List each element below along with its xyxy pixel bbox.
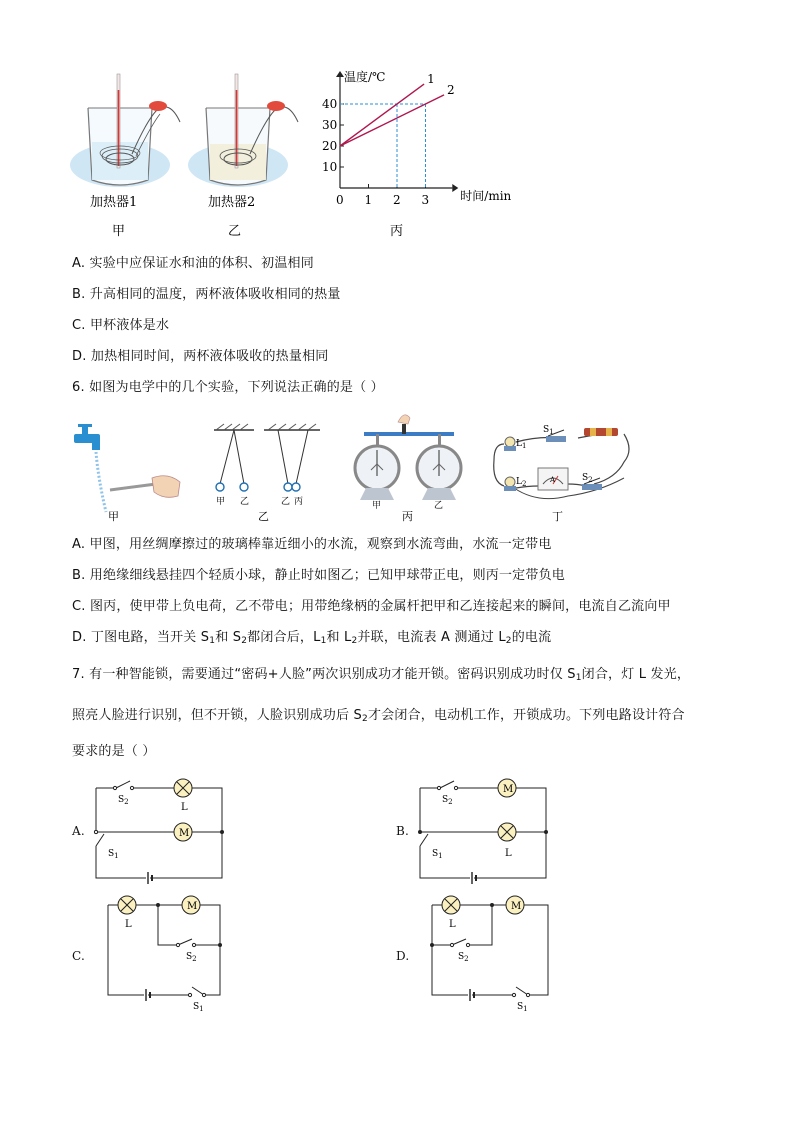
switch-S1: $S_1$ bbox=[432, 849, 443, 860]
label-S2: $S_2$ bbox=[582, 473, 593, 484]
switch-S2: $S_2$ bbox=[442, 795, 453, 806]
label-L1: $L_1$ bbox=[516, 439, 527, 450]
x-tick-label: 3 bbox=[421, 193, 430, 207]
q6-figure bbox=[68, 408, 648, 526]
q7-stem-line1: 7. 有一种智能锁，需要通过“密码+人脸”两次识别成功才能开锁。密码识别成功时仅 $S_1$闭合，灯 L 发光， bbox=[72, 667, 691, 683]
y-tick-label: 40 bbox=[322, 97, 338, 111]
switch-S2: $S_2$ bbox=[118, 795, 129, 806]
label-S1: $S_1$ bbox=[543, 425, 554, 436]
q7-stem-line2: 照亮人脸进行识别，但不开锁，人脸识别成功后 $S_2$才会闭合，电动机工作，开锁成功。下列电路设计符合 bbox=[72, 708, 685, 724]
q6-label-yi: 乙 bbox=[258, 510, 269, 523]
q6-option-d[interactable]: D. 丁图电路，当开关 $S_1$和 $S_2$都闭合后，$L_1$和 $L_2$并联，电流表 A 测通过 $L_2$的电流 bbox=[72, 630, 552, 646]
ball-bing: 丙 bbox=[294, 497, 304, 507]
switch-S1: $S_1$ bbox=[517, 1002, 528, 1013]
q5-option-c[interactable]: C. 甲杯液体是水 bbox=[72, 318, 170, 333]
motor-M: M bbox=[187, 901, 198, 912]
q7-option-b-label[interactable]: B. bbox=[396, 824, 410, 838]
caption-bing: 丙 bbox=[390, 224, 404, 239]
switch-S1: $S_1$ bbox=[193, 1002, 204, 1013]
series-label-1: 1 bbox=[427, 72, 435, 87]
electroscope-yi: 乙 bbox=[434, 501, 444, 511]
y-axis-label: 温度/℃ bbox=[344, 70, 386, 84]
electroscope-experiment bbox=[355, 415, 461, 500]
y-axis-arrow bbox=[336, 71, 344, 77]
beaker2-label: 加热器2 bbox=[208, 195, 256, 210]
series-label-2: 2 bbox=[447, 82, 455, 97]
x-tick-label: 0 bbox=[336, 193, 344, 207]
motor-M: M bbox=[503, 784, 514, 795]
lamp-L: L bbox=[125, 919, 132, 930]
ball-jia: 甲 bbox=[216, 497, 226, 507]
y-tick-label: 20 bbox=[322, 139, 338, 153]
beaker-jia-illustration bbox=[70, 74, 180, 187]
q6-label-bing: 丙 bbox=[402, 510, 413, 523]
y-tick-label: 30 bbox=[322, 118, 338, 132]
series-line-1 bbox=[340, 84, 424, 146]
q7-stem-line3: 要求的是（ ） bbox=[72, 744, 156, 759]
motor-M: M bbox=[179, 828, 190, 839]
q6-option-a[interactable]: A. 甲图，用丝绸摩擦过的玻璃棒靠近细小的水流，观察到水流弯曲，水流一定带电 bbox=[72, 537, 552, 552]
series-line-2 bbox=[340, 95, 444, 146]
parallel-circuit-board bbox=[494, 428, 629, 499]
q7-circuit-c[interactable] bbox=[100, 893, 240, 1013]
switch-S2: $S_2$ bbox=[186, 952, 197, 963]
caption-yi: 乙 bbox=[228, 224, 242, 239]
q6-label-ding: 丁 bbox=[552, 510, 563, 523]
ball-yi2: 乙 bbox=[281, 497, 291, 507]
q6-label-jia: 甲 bbox=[108, 510, 119, 523]
lamp-L: L bbox=[449, 919, 456, 930]
switch-S2: $S_2$ bbox=[458, 952, 469, 963]
x-axis-arrow bbox=[452, 184, 458, 192]
q7-circuit-a[interactable] bbox=[88, 776, 238, 886]
faucet-experiment bbox=[74, 424, 180, 512]
beaker1-label: 加热器1 bbox=[90, 195, 138, 210]
x-tick-label: 2 bbox=[393, 193, 401, 207]
q7-circuit-b[interactable] bbox=[412, 776, 562, 886]
q7-option-c-label[interactable]: C. bbox=[72, 949, 85, 963]
ammeter-A: A bbox=[550, 476, 556, 484]
q5-option-b[interactable]: B. 升高相同的温度，两杯液体吸收相同的热量 bbox=[72, 287, 341, 302]
electroscope-jia: 甲 bbox=[372, 501, 382, 511]
y-tick-label: 10 bbox=[322, 160, 338, 174]
lamp-L: L bbox=[505, 848, 512, 859]
x-tick-label: 1 bbox=[364, 193, 373, 207]
q7-option-a-label[interactable]: A. bbox=[72, 824, 85, 838]
caption-jia: 甲 bbox=[112, 224, 126, 239]
label-L2: $L_2$ bbox=[516, 477, 527, 488]
x-axis-label: 时间/min bbox=[460, 189, 512, 203]
q6-option-c[interactable]: C. 图丙，使甲带上负电荷，乙不带电；用带绝缘柄的金属杆把甲和乙连接起来的瞬间，电流自乙流向甲 bbox=[72, 599, 671, 614]
q5-option-a[interactable]: A. 实验中应保证水和油的体积、初温相同 bbox=[72, 256, 314, 271]
q6-stem: 6. 如图为电学中的几个实验，下列说法正确的是（ ） bbox=[72, 380, 384, 395]
q5-figure bbox=[62, 60, 522, 242]
beaker-yi-illustration bbox=[188, 74, 298, 187]
ball-yi: 乙 bbox=[240, 497, 250, 507]
q7-circuit-d[interactable] bbox=[424, 893, 564, 1013]
pith-balls-experiment bbox=[214, 424, 320, 491]
q5-option-d[interactable]: D. 加热相同时间，两杯液体吸收的热量相同 bbox=[72, 349, 329, 364]
switch-S1: $S_1$ bbox=[108, 849, 119, 860]
temperature-time-graph bbox=[322, 69, 512, 207]
q7-option-d-label[interactable]: D. bbox=[396, 949, 410, 963]
q6-option-b[interactable]: B. 用绝缘细线悬挂四个轻质小球，静止时如图乙；已知甲球带正电，则丙一定带负电 bbox=[72, 568, 565, 583]
lamp-L: L bbox=[181, 802, 188, 813]
motor-M: M bbox=[511, 901, 522, 912]
